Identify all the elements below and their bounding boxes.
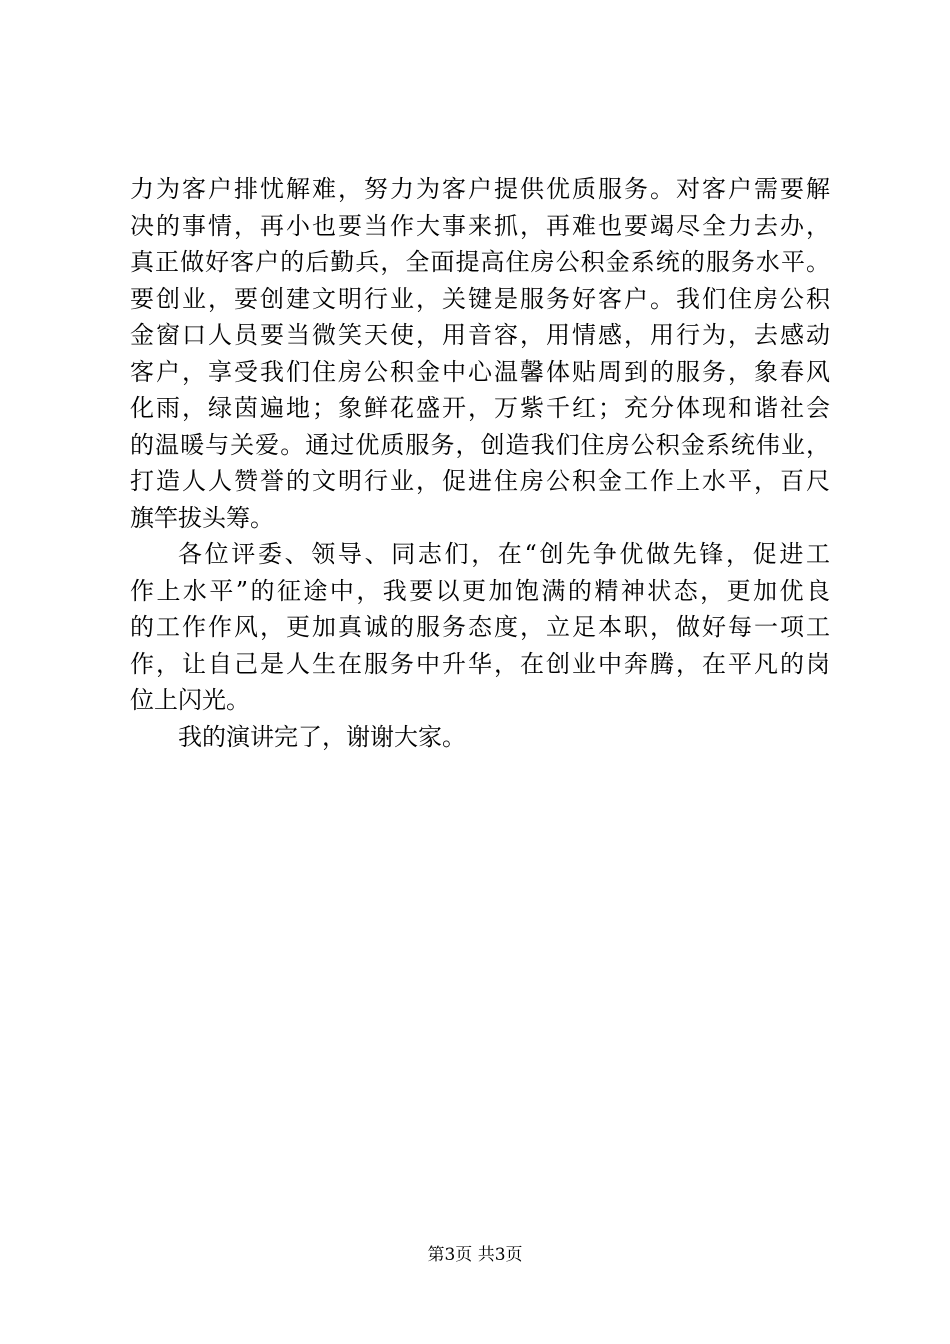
paragraph-1-line-2: 决的事情，再小也要当作大事来抓，再难也要竭尽全力去办，: [130, 211, 830, 240]
paragraph-2-line-4: 作，让自己是人生在服务中升华，在创业中奔腾，在平凡的岗: [130, 649, 830, 678]
paragraph-1-line-4: 要创业，要创建文明行业，关键是服务好客户。我们住房公积: [130, 284, 830, 313]
paragraph-2-line-2: 作上水平”的征途中，我要以更加饱满的精神状态，更加优良: [130, 576, 830, 605]
page-footer: [0, 1244, 950, 1266]
paragraph-1-line-9: 打造人人赞誉的文明行业，促进住房公积金工作上水平，百尺: [130, 467, 830, 495]
paragraph-1-line-8: 的温暖与关爱。通过优质服务，创造我们住房公积金系统伟业，: [130, 430, 830, 459]
paragraph-3-line-1: 我的演讲完了，谢谢大家。: [178, 722, 466, 751]
paragraph-1-line-5: 金窗口人员要当微笑天使，用音容，用情感，用行为，去感动: [130, 321, 830, 349]
paragraph-1-line-6: 客户，享受我们住房公积金中心温馨体贴周到的服务，象春风: [130, 357, 830, 386]
document-body: [130, 171, 830, 755]
paragraph-2-line-3: 的工作作风，更加真诚的服务态度，立足本职，做好每一项工: [130, 613, 830, 641]
paragraph-2-line-5: 位上闪光。: [130, 686, 250, 714]
page-number-indicator: 第3页 共3页: [427, 1245, 523, 1265]
paragraph-1-line-10: 旗竿拔头筹。: [130, 503, 274, 532]
paragraph-1-line-7: 化雨，绿茵遍地；象鲜花盛开，万紫千红；充分体现和谐社会: [130, 394, 830, 422]
paragraph-2-line-1: 各位评委、领导、同志们，在“创先争优做先锋，促进工: [178, 540, 830, 568]
paragraph-1-line-1: 力为客户排忧解难，努力为客户提供优质服务。对客户需要解: [130, 175, 830, 203]
paragraph-1-line-3: 真正做好客户的后勤兵，全面提高住房公积金系统的服务水平。: [130, 248, 830, 276]
